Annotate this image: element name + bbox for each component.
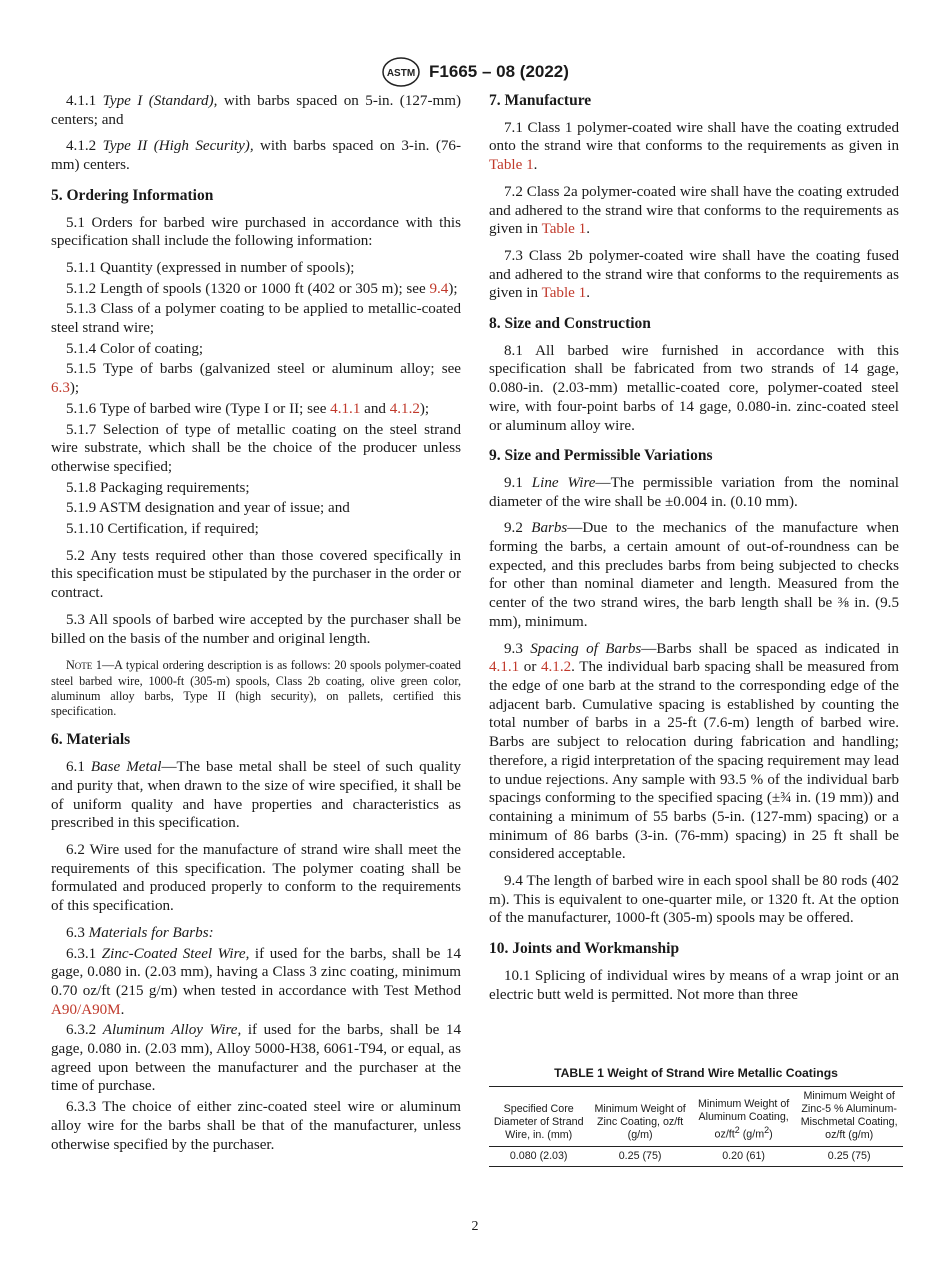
section-5-1-9: 5.1.9 ASTM designation and year of issue; and: [66, 500, 350, 517]
section-5-1-4: 5.1.4 Color of coating;: [66, 340, 204, 357]
section-6-3-1: 6.3.1 Zinc-Coated Steel Wire, if used for the barbs, shall be 14 gage, 0.080 in. (2.03 mm), having a Class 3 zinc coating, minimum 0.70 oz/ft (215 g/m) when tested in accordance with Test Method A90/A90M.: [51, 945, 462, 1018]
section-6-3-3: 6.3.3 The choice of either zinc-coated steel wire or aluminum alloy wire for the barbs shall be that of the manufacturer, unless otherwise specified by the purchaser.: [51, 1099, 461, 1153]
table-1-title: TABLE 1 Weight of Strand Wire Metallic Coatings: [554, 1066, 838, 1080]
section-7-1: 7.1 Class 1 polymer-coated wire shall have the coating extruded onto the strand wire that conforms to the requirements as given in Table 1.: [489, 119, 899, 174]
section-8-1: 8.1 All barbed wire furnished in accordance with this specification shall be fabricated from two strands of 14 gage, 0.080-in. (2.03-mm) metallic-coated core, polymer-coated steel wire, with four-point barbs of 14 gage, 0.080-in. zinc-coated steel or aluminum alloy wire.: [489, 342, 899, 434]
note-1: Note 1—A typical ordering description is as follows: 20 spools polymer-coated steel barbed wire, 1000-ft (305-m) spools, Class 2b coating, olive green color, aluminum alloy barbs, Type II (high security), on pallets, certified this specification.: [51, 658, 461, 719]
document-designation: F1665 – 08 (2022): [429, 62, 569, 81]
section-9-4: 9.4 The length of barbed wire in each spool shall be 80 rods (402 m). This is equivalent to one-quarter mile, or 1320 ft. At the option of the manufacturer, 1000-ft (305-m) spools may be offered.: [489, 873, 899, 927]
section-5-1-10: 5.1.10 Certification, if required;: [66, 521, 259, 538]
page-number: 2: [471, 1219, 479, 1234]
table-cell: 0.080 (2.03): [509, 1150, 568, 1162]
section-5-1-2: 5.1.2 Length of spools (1320 or 1000 ft (402 or 305 m); see 9.4);: [66, 280, 458, 297]
section-9-1: 9.1 Line Wire—The permissible variation from the nominal diameter of the wire shall be ±0.004 in. (0.10 mm).: [489, 474, 899, 510]
section-5-1-7: 5.1.7 Selection of type of metallic coating on the steel strand wire substrate, which shall be the choice of the producer unless otherwise specified;: [51, 421, 461, 475]
section-5-2: 5.2 Any tests required other than those covered specifically in this specification must be stipulated by the purchaser in the order or contract.: [51, 547, 461, 602]
section-4-1-2: 4.1.2 Type II (High Security), with barbs spaced on 3-in. (76-mm) centers.: [51, 138, 461, 174]
table-1: [489, 1066, 903, 1167]
section-5-1: 5.1 Orders for barbed wire purchased in accordance with this specification shall include the following information:: [51, 214, 461, 250]
section-6-2: 6.2 Wire used for the manufacture of strand wire shall meet the requirements of this specification. The polymer coating shall be formulated and produced properly to conform to the requirements of this specification.: [51, 841, 461, 915]
section-9-heading: 9. Size and Permissible Variations: [489, 447, 713, 465]
section-5-1-1: 5.1.1 Quantity (expressed in number of spools);: [66, 259, 355, 276]
section-6-3: 6.3 Materials for Barbs:: [66, 924, 214, 941]
link-table-1[interactable]: Table 1: [541, 285, 587, 302]
link-table-1[interactable]: Table 1: [489, 157, 534, 174]
section-5-1-5: 5.1.5 Type of barbs (galvanized steel or aluminum alloy; see 6.3);: [51, 361, 461, 397]
section-6-3-2: 6.3.2 Aluminum Alloy Wire, if used for the barbs, shall be 14 gage, 0.080 in. (2.03 mm), Alloy 5000-H38, 6061-T94, or equal, as agreed upon between the manufacturer and the purchaser at the time of purchase.: [51, 1022, 461, 1095]
section-4-1-1: 4.1.1 Type I (Standard), with barbs spaced on 5-in. (127-mm) centers; and: [51, 93, 461, 128]
section-10-heading: 10. Joints and Workmanship: [489, 940, 680, 958]
section-8-heading: 8. Size and Construction: [489, 315, 651, 333]
link-6-3[interactable]: 6.3: [51, 380, 70, 397]
coating-weights-table: [489, 1086, 903, 1167]
column-header: Specified Core Diameter of Strand Wire, in. (mm): [493, 1103, 584, 1141]
section-7-2: 7.2 Class 2a polymer-coated wire shall have the coating extruded and adhered to the strand wire that conforms to the requirements as given in Table 1.: [489, 183, 899, 238]
link-4-1-1[interactable]: 4.1.1: [330, 400, 361, 417]
section-7-heading: 7. Manufacture: [489, 92, 592, 109]
table-cell: 0.20 (61): [722, 1150, 765, 1162]
link-table-1[interactable]: Table 1: [541, 221, 587, 238]
section-5-heading: 5. Ordering Information: [51, 186, 214, 204]
table-cell: 0.25 (75): [618, 1150, 662, 1162]
section-5-1-8: 5.1.8 Packaging requirements;: [66, 479, 250, 496]
section-9-3: 9.3 Spacing of Barbs—Barbs shall be spaced as indicated in 4.1.1 or 4.1.2. The individual barb spacing shall be measured from the edge of one barb at the strand to the corresponding edge of the adjacent barb. Cumulative spacing is established by counting the total number of barbs in a 25-ft (7.6-m) length of barbed wire. Barbs are subject to relocation during fabrication and handling; therefore, a rigid interpretation of the spacing requirement may lead to undue rejections. Any sample with 93.5 % of the individual barb spacings conforming to the specified spacing (±¾ in. (19 mm)) and containing a minimum of 55 barbs (5-in. (127-mm) spacing) or a minimum of 86 barbs (3-in. (76-mm) spacing) in 25 ft shall be considered acceptable.: [489, 640, 899, 863]
column-header: Minimum Weight of Zinc-5 % Aluminum-Mischmetal Coating, oz/ft (g/m): [800, 1090, 898, 1141]
table-header-row: [489, 1087, 903, 1147]
table-row: [489, 1147, 903, 1167]
section-5-1-6: 5.1.6 Type of barbed wire (Type I or II; see 4.1.1 and 4.1.2);: [66, 400, 430, 417]
section-10-1: 10.1 Splicing of individual wires by means of a wrap joint or an electric butt weld is permitted. Not more than three: [489, 967, 899, 1003]
astm-logo-icon: [381, 56, 421, 88]
section-6-1: 6.1 Base Metal—The base metal shall be steel of such quality and purity that, when drawn to the size of wire specified, it shall be of uniform quality and have properties and characteristics as prescribed in this specification.: [51, 759, 461, 832]
section-6-heading: 6. Materials: [51, 731, 131, 749]
section-7-3: 7.3 Class 2b polymer-coated wire shall have the coating fused and adhered to the strand wire that conforms to the requirements as given in Table 1.: [489, 247, 899, 302]
right-column: [489, 92, 899, 1012]
link-4-1-1[interactable]: 4.1.1: [489, 659, 520, 676]
column-header: Minimum Weight of Zinc Coating, oz/ft (g/m): [594, 1103, 686, 1141]
section-5-3: 5.3 All spools of barbed wire accepted by the purchaser shall be billed on the basis of the number and original length.: [51, 611, 461, 647]
link-4-1-2[interactable]: 4.1.2: [389, 400, 420, 417]
page-header: [0, 56, 950, 88]
section-5-1-3: 5.1.3 Class of a polymer coating to be applied to metallic-coated steel strand wire;: [51, 301, 461, 337]
link-a90[interactable]: A90/A90M: [51, 1001, 121, 1018]
link-9-4[interactable]: 9.4: [429, 280, 449, 297]
link-4-1-2[interactable]: 4.1.2: [540, 659, 572, 676]
column-header: Minimum Weight of Aluminum Coating, $oz/ft^2$ $(g/m^2)$: [697, 1098, 790, 1141]
section-9-2: 9.2 Barbs—Due to the mechanics of the manufacture when forming the barbs, a certain amount of out-of-roundness can be expected, and this precludes barbs from being subjected to checks for other than nominal diameter and length. Measured from the center of the two strand wires, the barb length shall be ⅜ in. (9.5 mm), minimum.: [489, 520, 899, 630]
left-column: [51, 92, 461, 1162]
table-cell: 0.25 (75): [827, 1150, 871, 1162]
svg-text:ASTM: ASTM: [386, 68, 416, 79]
